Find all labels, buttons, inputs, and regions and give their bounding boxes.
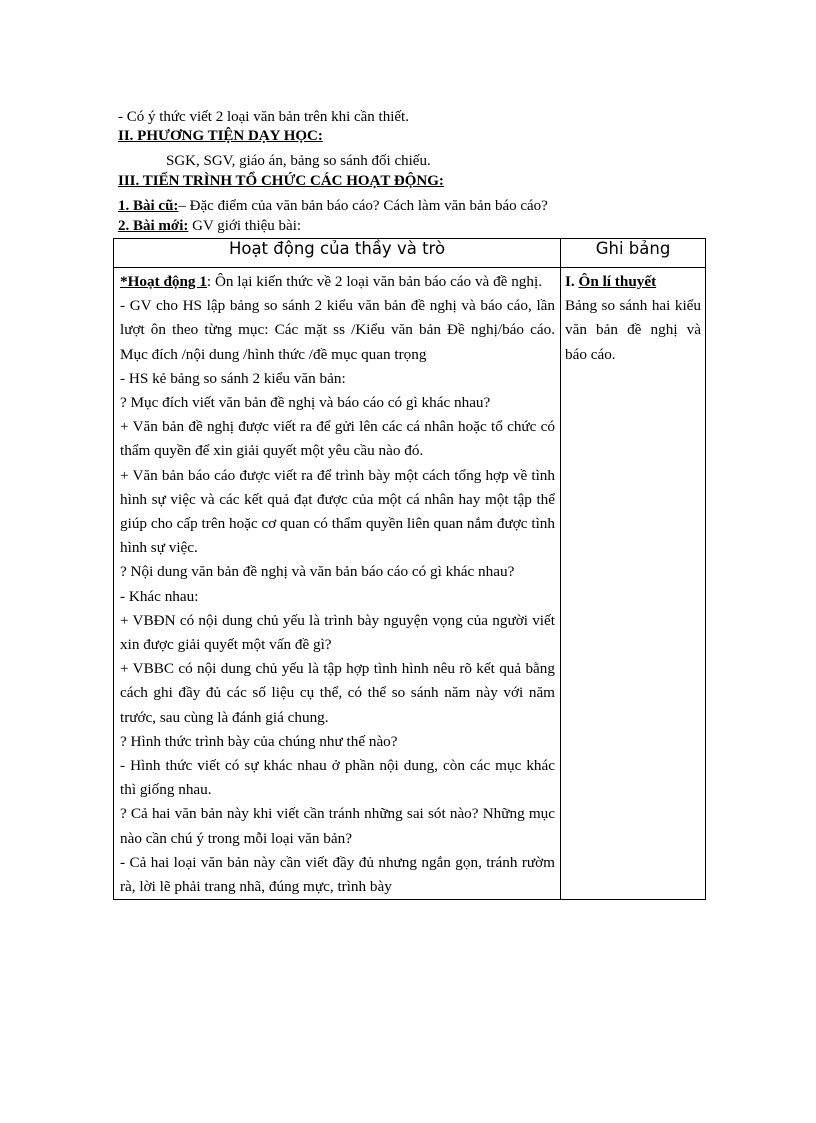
board-notes-cell <box>561 268 706 900</box>
intro-line: - Có ý thức viết 2 loại văn bản trên khi cần thiết. <box>118 109 409 125</box>
board-heading-prefix: I. <box>565 273 579 290</box>
lesson-table <box>113 238 706 900</box>
paragraph: ? Hình thức trình bày của chúng như thế nào? <box>120 732 398 750</box>
table-header-row <box>114 239 706 268</box>
activity-intro-text: : Ôn lại kiến thức về 2 loại văn bản báo cáo và đề nghị. <box>206 273 543 290</box>
board-text: Bảng so sánh hai kiểu văn bản đề nghị và báo cáo. <box>565 297 701 363</box>
paragraph: + VBBC có nội dung chủ yếu là tập hợp tình hình nêu rõ kết quả bằng cách ghi đầy đủ các số liệu cụ thể, có thể so sánh năm này với năm trước, sau cùng là đánh giá chung. <box>120 660 555 726</box>
new-lesson-label: 2. Bài mới: <box>118 218 189 234</box>
paragraph: ? Nội dung văn bản đề nghị và văn bản báo cáo có gì khác nhau? <box>120 563 515 581</box>
paragraph: ? Mục đích viết văn bản đề nghị và báo cáo có gì khác nhau? <box>120 394 491 412</box>
paragraph: - Cả hai loại văn bản này cần viết đầy đủ nhưng ngắn gọn, tránh rườm rà, lời lẽ phải trang nhã, đúng mực, trình bày <box>120 853 555 896</box>
old-lesson-label: 1. Bài cũ: <box>118 198 179 214</box>
activity-intro <box>120 270 555 294</box>
paragraph: - Khác nhau: <box>120 587 199 605</box>
paragraph: - HS kẻ bảng so sánh 2 kiểu văn bản: <box>120 369 346 387</box>
section-title-teaching-aids: II. PHƯƠNG TIỆN DẠY HỌC: <box>118 128 323 144</box>
paragraph: + VBĐN có nội dung chủ yếu là trình bày nguyện vọng của người viết xin được giải quyết một vấn đề gì? <box>120 611 555 654</box>
board-heading <box>565 270 701 294</box>
header-board-notes: Ghi bảng <box>561 239 706 268</box>
header-activities: Hoạt động của thầy và trò <box>114 239 561 268</box>
paragraph: + Văn bản đề nghị được viết ra để gửi lên các cá nhân hoặc tổ chức có thẩm quyền để xin giải quyết một yêu cầu nào đó. <box>120 418 555 460</box>
new-lesson-line <box>118 217 301 235</box>
activity-label: *Hoạt động 1 <box>120 273 207 290</box>
table-row <box>114 268 706 900</box>
paragraph: + Văn bản báo cáo được viết ra để trình bày một cách tổng hợp về tình hình sự việc và các kết quả đạt được của một cá nhân hay một tập thể giúp cho cấp trên hoặc cơ quan có thẩm quyền liên quan nắm được tình hình sự việc. <box>120 466 555 557</box>
paragraph: - GV cho HS lập bảng so sánh 2 kiểu văn bản đề nghị và báo cáo, lần lượt ôn theo từng mục: Các mặt ss /Kiểu văn bản Đề nghị/báo cáo. Mục đích /nội dung /hình thức /đề mục quan trọng <box>120 297 555 363</box>
old-lesson-line <box>118 197 548 215</box>
board-heading-text: Ôn lí thuyết <box>578 273 657 290</box>
old-lesson-text: – Đặc điểm của văn bản báo cáo? Cách làm văn bản báo cáo? <box>178 198 548 214</box>
paragraph: - Hình thức viết có sự khác nhau ở phần nội dung, còn các mục khác thì giống nhau. <box>120 757 555 799</box>
new-lesson-text: GV giới thiệu bài: <box>188 218 302 234</box>
paragraph: ? Cả hai văn bản này khi viết cần tránh những sai sót nào? Những mục nào cần chú ý trong mỗi loại văn bản? <box>120 805 555 847</box>
section-title-process: III. TIẾN TRÌNH TỔ CHỨC CÁC HOẠT ĐỘNG: <box>118 173 444 189</box>
teaching-aids-content: SGK, SGV, giáo án, bảng so sánh đối chiếu. <box>166 153 431 169</box>
activities-cell <box>114 268 561 900</box>
